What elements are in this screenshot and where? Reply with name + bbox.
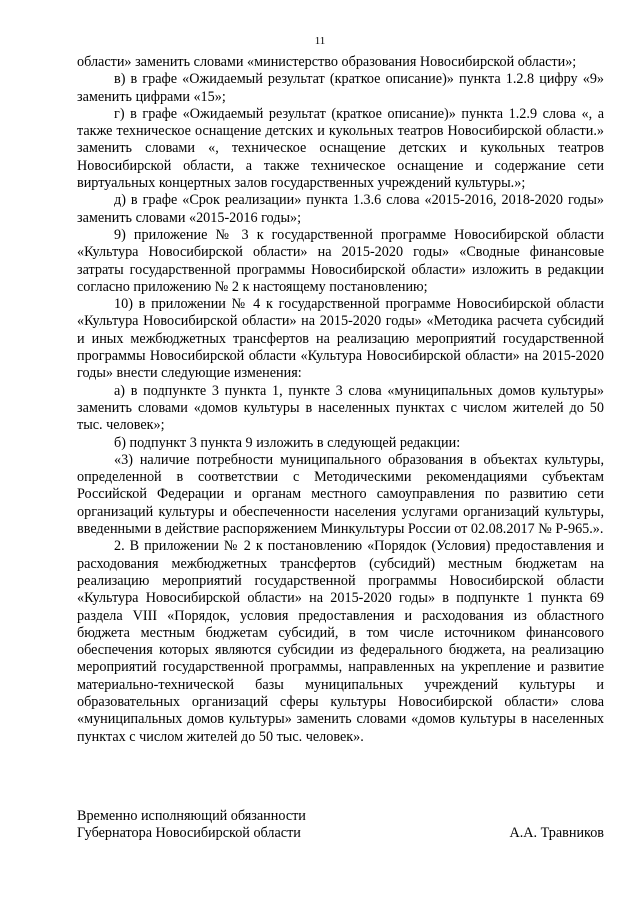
document-body <box>77 54 604 746</box>
signature-name: А.А. Травников <box>509 825 604 842</box>
paragraph-subitem-a: а) в подпункте 3 пункта 1, пункте 3 слова «муниципальных домов культуры» заменить словами «домов культуры в населенных пунктах с числом жителей до 50 тыс. человек»; <box>77 382 604 434</box>
signature-row <box>77 825 604 842</box>
paragraph-item-g: г) в графе «Ожидаемый результат (краткое описание)» пункта 1.2.9 слова «, а также техническое оснащение детских и кукольных театров Новосибирской области.» заменить словами «, техническое оснащение детских и кукольных театров Новосибирской области, а также техническое оснащение и содержание сети виртуальных концертных залов государственных учреждений культуры.»; <box>77 105 604 192</box>
paragraph-subitem-b: б) подпункт 3 пункта 9 изложить в следующей редакции: <box>114 434 461 451</box>
signature-position-line1: Временно исполняющий обязанности <box>77 808 306 824</box>
paragraph-item-9: 9) приложение № 3 к государственной программе Новосибирской области «Культура Новосибирской области» на 2015-2020 годы» «Сводные финансовые затраты государственной программы Новосибирской области» изложить в редакции согласно приложению № 2 к настоящему постановлению; <box>77 226 604 295</box>
paragraph-continuation: области» заменить словами «министерство образования Новосибирской области»; <box>77 54 577 70</box>
signature-block <box>77 808 604 843</box>
paragraph-section-2: 2. В приложении № 2 к постановлению «Порядок (Условия) предоставления и расходования межбюджетных трансфертов (субсидий) местным бюджетам на реализацию мероприятий государственной программы Новосибирской области «Культура Новосибирской области» на 2015-2020 годы» в подпункте 1 пункта 69 раздела VIII «Порядок, условия предоставления и расходования из областного бюджета местным бюджетам субсидий, в том числе источником финансового обеспечения которых являются субсидии из федерального бюджета, на реализацию мероприятий государственной программы, направленных на укрепление и развитие материально-технической базы муниципальных учреждений культуры и образовательных организаций сферы культуры Новосибирской области» слова «муниципальных домов культуры» заменить словами «домов культуры в населенных пунктах с числом жителей до 50 тыс. человек». <box>77 538 604 745</box>
paragraph-item-10: 10) в приложении № 4 к государственной программе Новосибирской области «Культура Новосибирской области» на 2015-2020 годы» «Методика расчета субсидий и иных межбюджетных трансфертов на реализацию мероприятий государственной программы Новосибирской области «Культура Новосибирской области» на 2015-2020 годы» внести следующие изменения: <box>77 296 604 382</box>
signature-position-line2: Губернатора Новосибирской области <box>77 825 301 842</box>
paragraph-item-d: д) в графе «Срок реализации» пункта 1.3.6 слова «2015-2016, 2018-2020 годы» заменить словами «2015-2016 годы»; <box>77 192 604 226</box>
page-number: 11 <box>314 35 326 47</box>
paragraph-item-v: в) в графе «Ожидаемый результат (краткое описание)» пункта 1.2.8 цифру «9» заменить цифрами «15»; <box>77 71 604 105</box>
paragraph-quoted-clause: «3) наличие потребности муниципального образования в объектах культуры, определенной в соответствии с Методическими рекомендациями субъектам Российской Федерации и органам местного самоуправления по развитию сети организаций культуры и обеспеченности населения услугами организаций культуры, введенными в действие распоряжением Минкультуры России от 02.08.2017 № Р-965.». <box>77 451 604 538</box>
